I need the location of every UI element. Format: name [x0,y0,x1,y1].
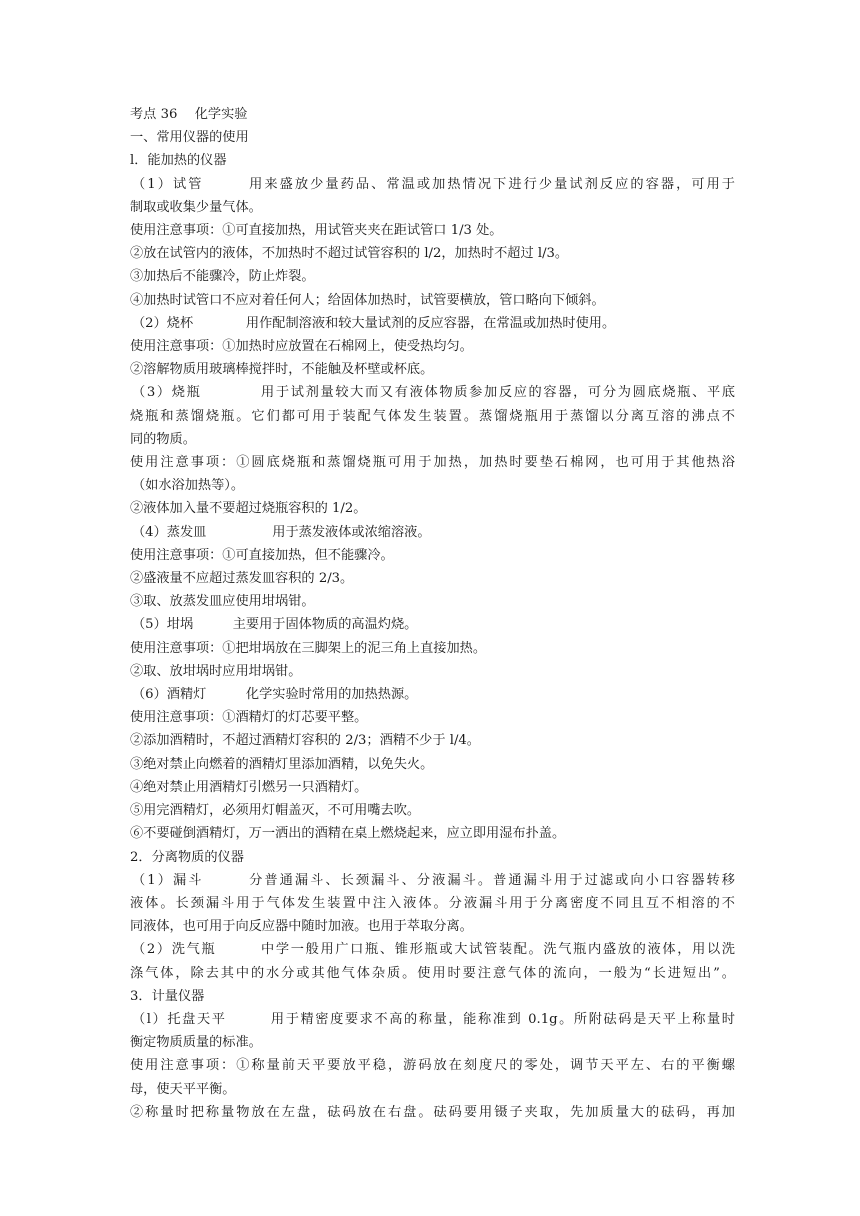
text-line: （3）烧瓶 用于试剂量较大而又有液体物质参加反应的容器，可分为圆底烧瓶、平底 [132,385,735,401]
text-line: 使用注意事项：①可直接加热，用试管夹夹在距试管口 1/3 处。 [130,223,503,239]
text-line: 同液体，也可用于向反应器中随时加液。也用于萃取分离。 [130,919,473,935]
text-line: ③加热后不能骤冷，防止炸裂。 [130,269,315,285]
text-line: 烧瓶和蒸馏烧瓶。它们都可用于装配气体发生装置。蒸馏烧瓶用于蒸馏以分离互溶的沸点不 [130,408,735,424]
text-line: 同的物质。 [130,431,196,447]
text-line: ②称量时把称量物放在左盘，砝码放在右盘。砝码要用镊子夹取，先加质量大的砝码，再加 [130,1104,735,1120]
text-line: 3．计量仪器 [130,988,205,1004]
text-line: ②盛液量不应超过蒸发皿容积的 2/3。 [130,571,354,587]
text-line: l．能加热的仪器 [130,153,227,169]
text-line: （1）漏斗 分普通漏斗、长颈漏斗、分液漏斗。普通漏斗用于过滤或向小口容器转移 [132,872,735,888]
text-line: （4）蒸发皿 用于蒸发液体或浓缩溶液。 [132,524,431,540]
text-line: 母，使天平平衡。 [130,1081,236,1097]
text-line: 使用注意事项：①加热时应放置在石棉网上，使受热均匀。 [130,339,473,355]
text-line: 2．分离物质的仪器 [130,849,244,865]
text-line: 一、常用仪器的使用 [130,130,249,146]
text-line: ②放在试管内的液体，不加热时不超过试管容积的 l/2，加热时不超过 l/3。 [130,246,569,262]
text-line: （1）试管 用来盛放少量药品、常温或加热情况下进行少量试剂反应的容器，可用于 [132,176,735,192]
text-line: ③取、放蒸发皿应使用坩埚钳。 [130,594,315,610]
text-line: （如水浴加热等）。 [132,478,245,494]
text-line: （5）坩埚 主要用于固体物质的高温灼烧。 [132,617,418,633]
text-line: （6）酒精灯 化学实验时常用的加热热源。 [132,687,418,703]
text-line: 涤气体，除去其中的水分或其他气体杂质。使用时要注意气体的流向，一般为“长进短出”。 [130,965,735,981]
text-line: ③绝对禁止向燃着的酒精灯里添加酒精，以免失火。 [130,756,434,772]
text-line: （2）洗气瓶 中学一般用广口瓶、锥形瓶或大试管装配。洗气瓶内盛放的液体，用以洗 [132,942,735,958]
page-title: 考点 36 化学实验 [130,107,248,122]
text-line: ⑥不要碰倒酒精灯，万一洒出的酒精在桌上燃烧起来，应立即用湿布扑盖。 [130,826,566,842]
text-line: 使用注意事项：①可直接加热，但不能骤冷。 [130,547,394,563]
text-line: ②取、放坩埚时应用坩埚钳。 [130,663,302,679]
text-line: 使用注意事项：①酒精灯的灯芯要平整。 [130,710,368,726]
text-line: 制取或收集少量气体。 [130,199,262,215]
text-line: ④绝对禁止用酒精灯引燃另一只酒精灯。 [130,779,368,795]
text-line: 使用注意事项：①把坩埚放在三脚架上的泥三角上直接加热。 [130,640,487,656]
text-line: ②液体加入量不要超过烧瓶容积的 1/2。 [130,501,367,517]
text-line: ②溶解物质用玻璃棒搅拌时，不能触及杯壁或杯底。 [130,362,434,378]
text-line: 使用注意事项：①圆底烧瓶和蒸馏烧瓶可用于加热，加热时要垫石棉网，也可用于其他热浴 [130,455,735,471]
document-body [130,103,735,1124]
text-line: ②添加酒精时，不超过酒精灯容积的 2/3；酒精不少于 l/4。 [130,733,480,749]
text-line: 液体。长颈漏斗用于气体发生装置中注入液体。分液漏斗用于分离密度不同且互不相溶的不 [130,895,735,911]
text-line: ⑤用完酒精灯，必须用灯帽盖灭，不可用嘴去吹。 [130,803,421,819]
text-line: 衡定物质质量的标准。 [130,1035,262,1051]
text-line: 使用注意事项：①称量前天平要放平稳，游码放在刻度尺的零处，调节天平左、右的平衡螺 [130,1058,735,1074]
text-line: ④加热时试管口不应对着任何人；给固体加热时，试管要横放，管口略向下倾斜。 [130,292,605,308]
text-line: （2）烧杯 用作配制溶液和较大量试剂的反应容器，在常温或加热时使用。 [132,315,616,331]
text-line: （l）托盘天平 用于精密度要求不高的称量，能称准到 0.1g。所附砝码是天平上称量时 [132,1011,735,1027]
